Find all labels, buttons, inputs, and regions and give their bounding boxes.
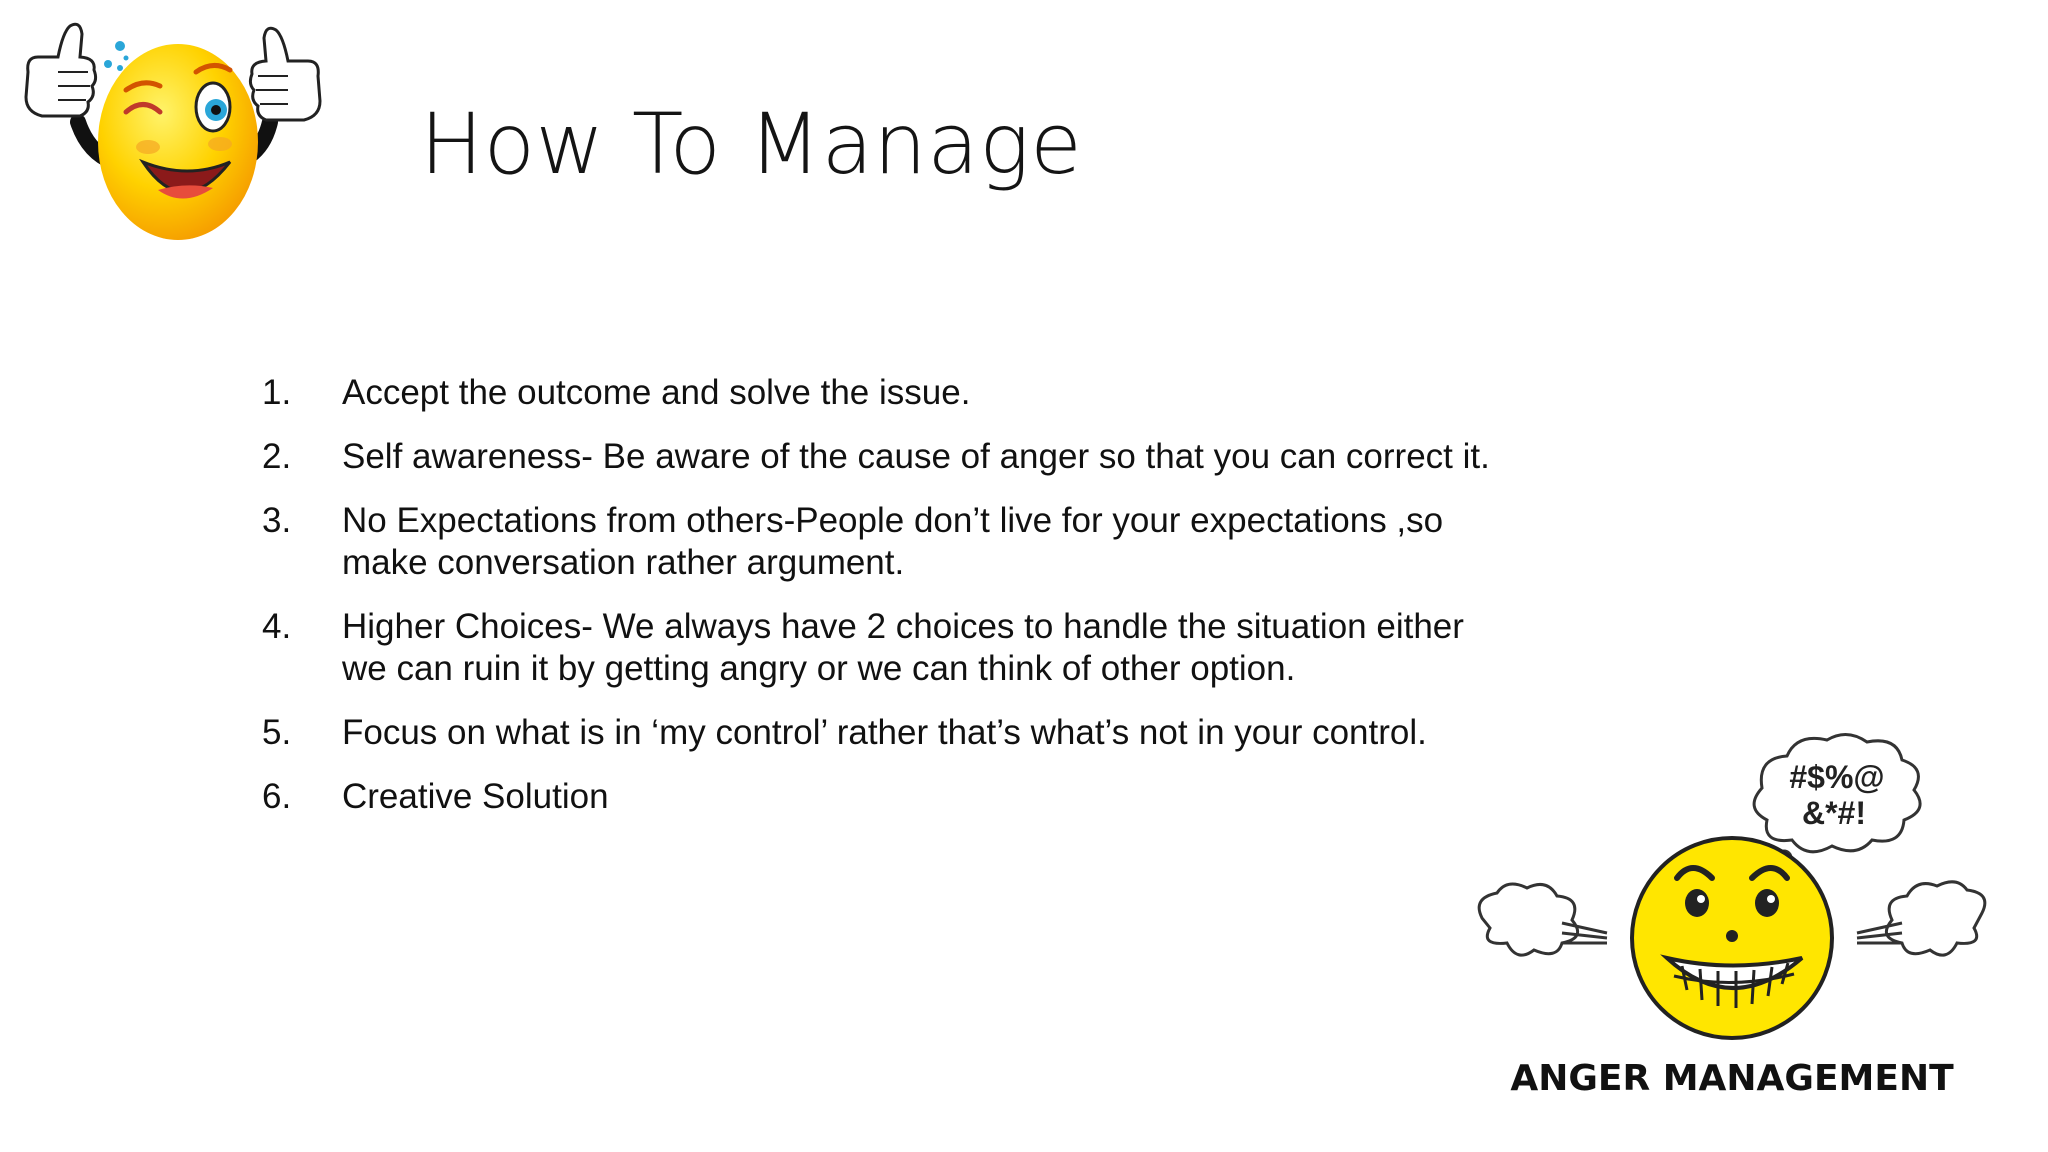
left-hand-icon (26, 24, 96, 116)
list-item (262, 776, 1492, 818)
list-item (262, 712, 1492, 754)
page-title: How To Manage (420, 95, 1083, 193)
list-item-number: 2. (262, 437, 292, 476)
left-steam-icon (1479, 884, 1607, 955)
list-item-text: No Expectations from others-People don’t live for your expectations ,so make conversation rather argument. (342, 501, 1444, 582)
list-item-number: 3. (262, 501, 292, 540)
right-steam-icon (1857, 882, 1985, 955)
list-item-text: Higher Choices- We always have 2 choices to handle the situation either we can ruin it by getting angry or we can think of other option. (342, 607, 1464, 688)
list-item-number: 4. (262, 607, 292, 646)
thought-text-line1: #$%@ (1789, 759, 1885, 795)
list-item (262, 606, 1492, 690)
list-item (262, 372, 1492, 414)
right-hand-icon (250, 28, 320, 120)
list-item-text: Creative Solution (342, 777, 609, 816)
winking-thumbs-up-smiley-icon (8, 12, 338, 242)
list-item-text: Accept the outcome and solve the issue. (342, 373, 971, 412)
thought-text-line2: &*#! (1801, 795, 1867, 831)
list-item-number: 5. (262, 713, 292, 752)
list-item-text: Self awareness- Be aware of the cause of anger so that you can correct it. (342, 437, 1490, 476)
management-steps-list (262, 372, 1492, 840)
angry-smiley-icon (1462, 728, 2002, 1108)
list-item-number: 1. (262, 373, 292, 412)
list-item (262, 500, 1492, 584)
list-item-number: 6. (262, 777, 292, 816)
list-item-text: Focus on what is in ‘my control’ rather that’s what’s not in your control. (342, 713, 1427, 752)
anger-management-caption: ANGER MANAGEMENT (1510, 1058, 1954, 1099)
list-item (262, 436, 1492, 478)
